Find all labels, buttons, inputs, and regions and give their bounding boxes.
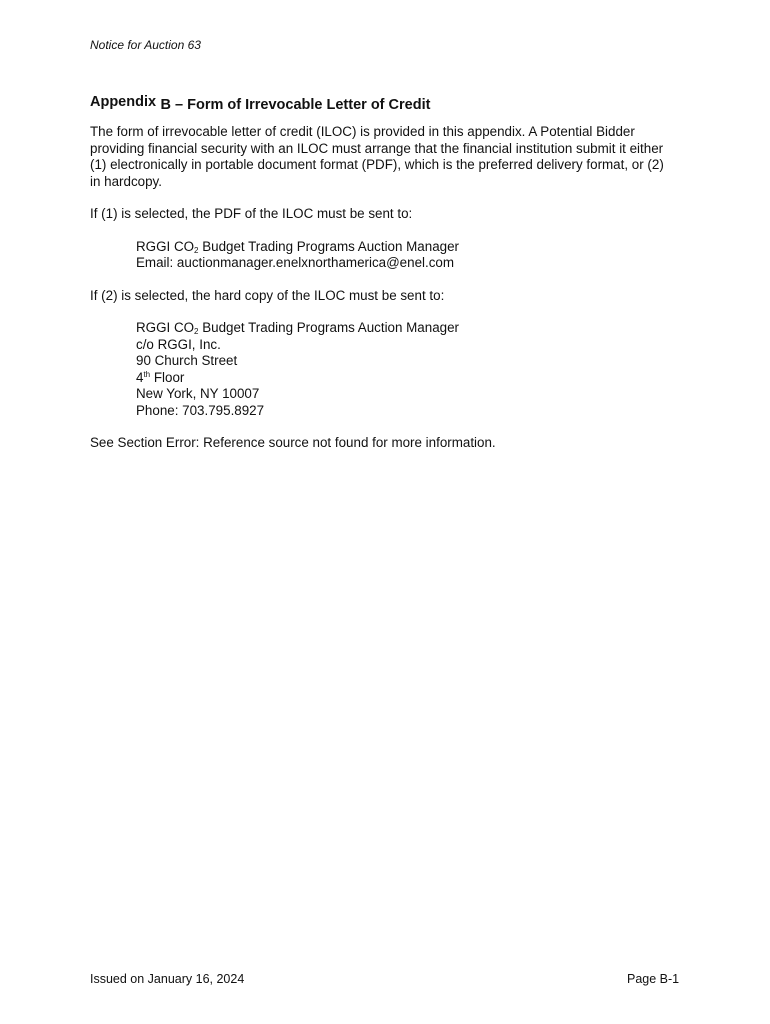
address-line: RGGI $CO_2$ Budget Trading Programs Auction Manager xyxy=(136,238,460,255)
email-line: Email: auctionmanager.enelxnorthamerica@enel.com xyxy=(136,255,455,270)
hardcopy-delivery-address xyxy=(136,320,690,419)
footer-page-number: Page B-1 xyxy=(627,972,680,986)
address-line: RGGI $CO_2$ Budget Trading Programs Auction Manager xyxy=(136,320,460,336)
address-line: c/o RGGI, Inc. xyxy=(136,336,221,352)
phone-line: Phone: 703.795.8927 xyxy=(136,402,265,418)
option2-paragraph: If (2) is selected, the hard copy of the ILOC must be sent to: xyxy=(90,287,445,303)
body-content xyxy=(90,124,690,452)
closing-paragraph: See Section Error: Reference source not found for more information. xyxy=(90,435,496,450)
appendix-heading xyxy=(90,94,430,114)
intro-paragraph: The form of irrevocable letter of credit (ILOC) is provided in this appendix. A Potential Bidder providing financial security with an ILOC must arrange that the financial institution submit it either (1) electronically in portable document format (PDF), which is the preferred delivery format, or (2) in hardcopy. xyxy=(90,124,664,189)
pdf-delivery-address xyxy=(136,239,690,272)
address-line: 4th Floor xyxy=(136,369,185,385)
running-header: Notice for Auction 63 xyxy=(90,38,201,52)
option1-paragraph: If (1) is selected, the PDF of the ILOC must be sent to: xyxy=(90,206,413,221)
heading-lead: Appendix xyxy=(90,94,157,110)
footer-issued-date: Issued on January 16, 2024 xyxy=(90,972,245,986)
heading-title: B – Form of Irrevocable Letter of Credit xyxy=(160,97,431,113)
address-line: New York, NY 10007 xyxy=(136,386,260,401)
address-line: 90 Church Street xyxy=(136,353,238,368)
